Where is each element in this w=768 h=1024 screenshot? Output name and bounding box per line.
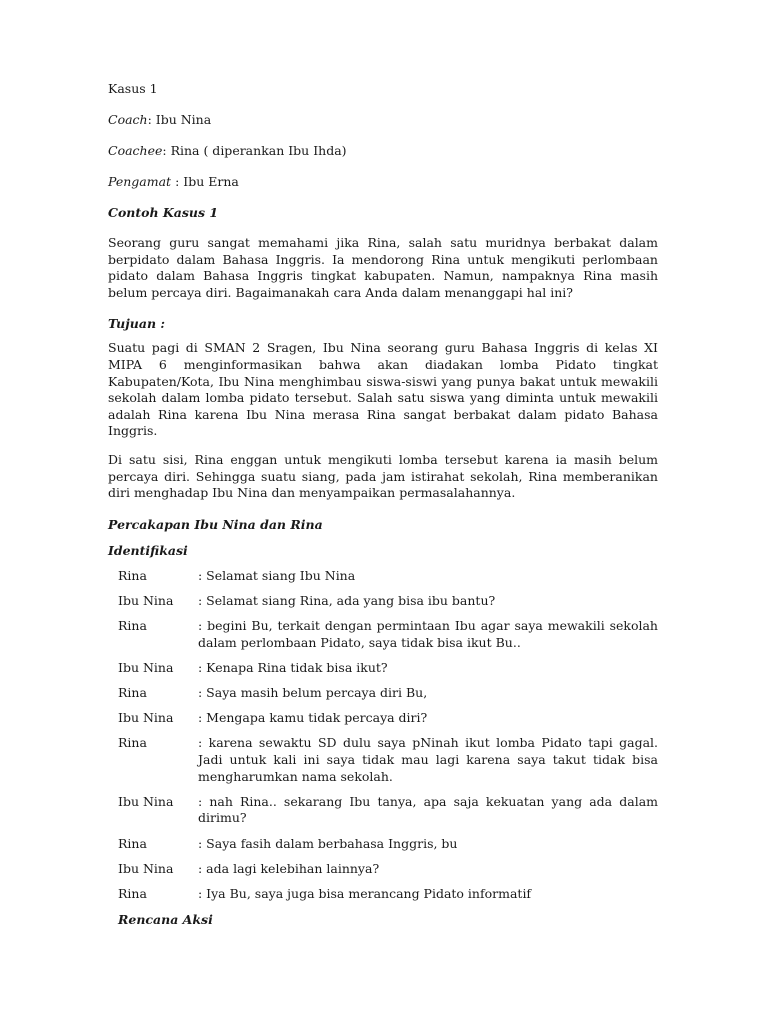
dialog-text: : nah Rina.. sekarang Ibu tanya, apa saja kekuatan yang ada dalam dirimu? [198, 793, 658, 826]
dialog-speaker: Rina [118, 567, 147, 583]
coach-value: : Ibu Nina [147, 112, 212, 127]
dialog-list [118, 568, 658, 903]
dialog-text: : ada lagi kelebihan lainnya? [198, 860, 380, 876]
dialog-row [118, 735, 658, 785]
rencana-aksi-heading: Rencana Aksi [118, 912, 213, 928]
dialog-row [118, 660, 658, 677]
tujuan-paragraph-2: Di satu sisi, Rina enggan untuk mengikuti lomba tersebut karena ia masih belum percaya diri. Sehingga suatu siang, pada jam istirahat sekolah, Rina memberanikan diri menghadap Ibu Nina dan menyampaikan permasalahannya. [108, 451, 658, 501]
dialog-text: : karena sewaktu SD dulu saya pNinah ikut lomba Pidato tapi gagal. Jadi untuk kali ini saya tidak mau lagi karena saya takut tidak bisa mengharumkan nama sekolah. [198, 735, 658, 784]
dialog-speaker: Ibu Nina [118, 710, 174, 726]
dialog-speaker: Rina [118, 735, 147, 751]
coachee-value: : Rina ( diperankan Ibu Ihda) [162, 143, 347, 158]
dialog-row [118, 568, 658, 585]
dialog-row [118, 618, 658, 651]
dialog-text: : Mengapa kamu tidak percaya diri? [198, 710, 428, 726]
dialog-row [118, 794, 658, 827]
coachee-line [108, 142, 658, 159]
dialog-row [118, 836, 658, 853]
coach-line [108, 111, 658, 128]
dialog-speaker: Ibu Nina [118, 659, 174, 675]
dialog-text: : Selamat siang Rina, ada yang bisa ibu bantu? [198, 592, 496, 608]
dialog-row [118, 861, 658, 878]
pengamat-label: Pengamat [108, 174, 172, 189]
dialog-row [118, 886, 658, 903]
dialog-text: : Saya masih belum percaya diri Bu, [198, 685, 428, 701]
tujuan-paragraph-1: Suatu pagi di SMAN 2 Sragen, Ibu Nina seorang guru Bahasa Inggris di kelas XI MIPA 6 menginformasikan bahwa akan diadakan lomba Pidato tingkat Kabupaten/Kota, Ibu Nina menghimbau siswa-siswi yang punya bakat untuk mewakili sekolah dalam lomba pidato tersebut. Salah satu siswa yang diminta untuk mewakili adalah Rina karena Ibu Nina merasa Rina sangat berbakat dalam pidato Bahasa Inggris. [108, 340, 658, 439]
dialog-text: : begini Bu, terkait dengan permintaan Ibu agar saya mewakili sekolah dalam perlombaan Pidato, saya tidak bisa ikut Bu.. [198, 618, 658, 650]
case-title: Kasus 1 [108, 81, 158, 96]
tujuan-heading: Tujuan : [108, 316, 166, 332]
dialog-speaker: Ibu Nina [118, 860, 174, 876]
coachee-label: Coachee [108, 143, 163, 158]
dialog-text: : Selamat siang Ibu Nina [198, 567, 356, 583]
dialog-speaker: Rina [118, 618, 147, 634]
pengamat-value: : Ibu Erna [171, 174, 239, 189]
dialog-row [118, 593, 658, 610]
coach-label: Coach [108, 112, 148, 127]
dialog-row [118, 685, 658, 702]
contoh-heading: Contoh Kasus 1 [108, 205, 219, 220]
pengamat-line [108, 173, 658, 190]
dialog-speaker: Rina [118, 685, 147, 701]
dialog-text: : Kenapa Rina tidak bisa ikut? [198, 659, 388, 675]
dialog-speaker: Ibu Nina [118, 592, 174, 608]
dialog-row [118, 710, 658, 727]
dialog-speaker: Rina [118, 835, 147, 851]
identifikasi-heading: Identifikasi [108, 542, 188, 558]
dialog-speaker: Ibu Nina [118, 793, 174, 809]
dialog-text: : Saya fasih dalam berbahasa Inggris, bu [198, 835, 458, 851]
contoh-paragraph: Seorang guru sangat memahami jika Rina, salah satu muridnya berbakat dalam berpidato dalam Bahasa Inggris. Ia mendorong Rina untuk mengikuti perlombaan pidato dalam Bahasa Inggris tingkat kabupaten. Namun, nampaknya Rina masih belum percaya diri. Bagaimanakah cara Anda dalam menanggapi hal ini? [108, 235, 658, 300]
percakapan-heading: Percakapan Ibu Nina dan Rina [108, 516, 323, 532]
dialog-speaker: Rina [118, 885, 147, 901]
dialog-text: : Iya Bu, saya juga bisa merancang Pidato informatif [198, 885, 532, 901]
